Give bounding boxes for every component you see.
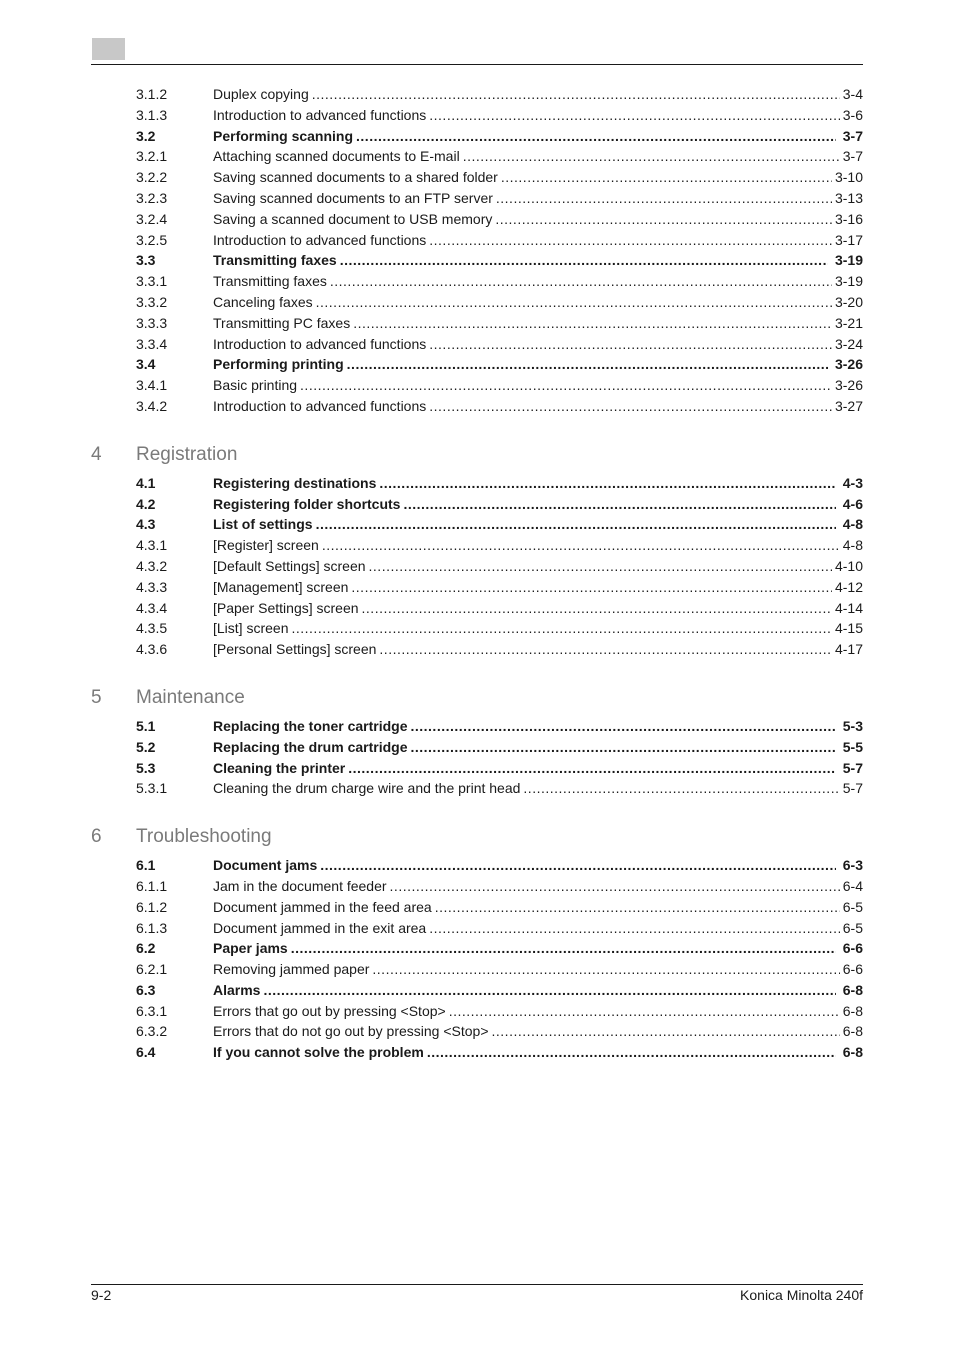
toc-subsection-entry[interactable] — [136, 84, 863, 105]
toc-chapter-heading[interactable] — [91, 686, 863, 710]
toc-entry-page: 3-6 — [842, 106, 863, 123]
toc-subsection-entry[interactable] — [136, 556, 863, 577]
toc-entry-title: Introduction to advanced functions — [213, 335, 427, 352]
toc-section-entry[interactable] — [136, 126, 863, 147]
toc-subsection-entry[interactable] — [136, 105, 863, 126]
header-tab-marker — [92, 38, 125, 60]
toc-entry-title: [Register] screen — [213, 537, 319, 554]
toc-subsection-entry[interactable] — [136, 918, 863, 939]
toc-entry-page: 3-21 — [834, 314, 863, 331]
toc-subsection-entry[interactable] — [136, 535, 863, 556]
toc-dot-leader — [435, 897, 840, 918]
toc-entry-title: Introduction to advanced functions — [213, 231, 427, 248]
toc-dot-leader — [410, 716, 835, 737]
toc-dot-leader — [369, 556, 832, 577]
toc-entry-number: 3.3.3 — [136, 314, 168, 331]
toc-entry-title: Cleaning the printer — [213, 759, 346, 776]
toc-section-entry[interactable] — [136, 758, 863, 779]
toc-entry-number: 5.2 — [136, 738, 156, 755]
toc-entry-number: 6.3.2 — [136, 1023, 168, 1040]
toc-entry-title: [Paper Settings] screen — [213, 599, 359, 616]
toc-entry-title: Registering destinations — [213, 474, 377, 491]
toc-entry-number: 3.2.2 — [136, 169, 168, 186]
toc-subsection-entry[interactable] — [136, 146, 863, 167]
toc-entry-page: 6-4 — [842, 877, 863, 894]
toc-entry-page: 3-19 — [834, 252, 863, 269]
toc-entry-title: Cleaning the drum charge wire and the print head — [213, 780, 521, 797]
toc-entry-title: Replacing the drum cartridge — [213, 738, 408, 755]
toc-chapter-heading[interactable] — [91, 443, 863, 467]
toc-entry-page: 3-27 — [834, 397, 863, 414]
toc-subsection-entry[interactable] — [136, 230, 863, 251]
toc-entry-title: Saving scanned documents to a shared folder — [213, 169, 498, 186]
toc-dot-leader — [362, 598, 832, 619]
toc-section-entry[interactable] — [136, 514, 863, 535]
toc-entry-page: 4-14 — [834, 599, 863, 616]
toc-entry-page: 5-7 — [842, 780, 863, 797]
toc-entry-page: 5-7 — [842, 759, 863, 776]
toc-subsection-entry[interactable] — [136, 334, 863, 355]
toc-entry-page: 3-16 — [834, 210, 863, 227]
toc-entry-title: [Personal Settings] screen — [213, 641, 377, 658]
toc-entry-page: 3-26 — [834, 356, 863, 373]
toc-entry-number: 3.3.4 — [136, 335, 168, 352]
toc-entry-number: 4.3 — [136, 516, 156, 533]
toc-dot-leader — [320, 855, 836, 876]
toc-entry-number: 3.2.1 — [136, 148, 168, 165]
toc-entry-page: 6-6 — [842, 961, 863, 978]
toc-entry-number: 6.1.2 — [136, 898, 168, 915]
toc-entry-number: 3.2 — [136, 127, 156, 144]
toc-dot-leader — [523, 778, 839, 799]
toc-entry-page: 3-20 — [834, 293, 863, 310]
toc-entry-page: 6-8 — [842, 981, 863, 998]
chapter-number: 6 — [91, 826, 102, 848]
chapter-title: Registration — [136, 443, 238, 465]
chapter-title: Troubleshooting — [136, 826, 272, 848]
toc-dot-leader — [356, 126, 836, 147]
toc-entry-number: 4.1 — [136, 474, 156, 491]
toc-section-entry[interactable] — [136, 473, 863, 494]
toc-entry-title: Attaching scanned documents to E-mail — [213, 148, 460, 165]
toc-entry-number: 3.2.5 — [136, 231, 168, 248]
toc-entry-number: 5.3 — [136, 759, 156, 776]
toc-entry-number: 3.4.2 — [136, 397, 168, 414]
toc-entry-page: 4-12 — [834, 578, 863, 595]
toc-entry-page: 6-8 — [842, 1002, 863, 1019]
toc-entry-title: Registering folder shortcuts — [213, 495, 401, 512]
toc-entry-page: 4-15 — [834, 620, 863, 637]
toc-dot-leader — [322, 535, 840, 556]
toc-entry-number: 4.2 — [136, 495, 156, 512]
toc-dot-leader — [429, 918, 840, 939]
toc-entry-title: Errors that do not go out by pressing <Stop> — [213, 1023, 489, 1040]
toc-entry-page: 3-24 — [834, 335, 863, 352]
toc-entry-number: 4.3.2 — [136, 557, 168, 574]
toc-entry-number: 3.2.4 — [136, 210, 168, 227]
toc-entry-number: 6.1 — [136, 857, 156, 874]
toc-entry-title: Transmitting PC faxes — [213, 314, 351, 331]
toc-subsection-entry[interactable] — [136, 876, 863, 897]
toc-subsection-entry[interactable] — [136, 313, 863, 334]
toc-section-entry[interactable] — [136, 1042, 863, 1063]
toc-subsection-entry[interactable] — [136, 1021, 863, 1042]
toc-entry-title: List of settings — [213, 516, 313, 533]
header-rule — [91, 64, 863, 65]
toc-dot-leader — [501, 167, 832, 188]
toc-entry-number: 4.3.4 — [136, 599, 168, 616]
toc-subsection-entry[interactable] — [136, 639, 863, 660]
toc-entry-number: 3.4.1 — [136, 377, 168, 394]
toc-entry-number: 3.1.2 — [136, 86, 168, 102]
toc-entry-page: 6-6 — [842, 940, 863, 957]
toc-dot-leader — [291, 938, 836, 959]
toc-entry-title: Paper jams — [213, 940, 288, 957]
footer-product-name: Konica Minolta 240f — [740, 1287, 863, 1303]
footer-rule — [91, 1284, 863, 1285]
toc-entry-page: 6-5 — [842, 898, 863, 915]
toc-dot-leader — [427, 1042, 836, 1063]
toc-entry-number: 3.3.2 — [136, 293, 168, 310]
toc-subsection-entry[interactable] — [136, 375, 863, 396]
toc-entry-page: 3-19 — [834, 273, 863, 290]
toc-subsection-entry[interactable] — [136, 577, 863, 598]
toc-dot-leader — [496, 188, 832, 209]
toc-entry-number: 6.1.1 — [136, 877, 168, 894]
toc-section-entry[interactable] — [136, 716, 863, 737]
toc-entry-page: 6-3 — [842, 857, 863, 874]
toc-dot-leader — [379, 639, 832, 660]
toc-entry-page: 3-17 — [834, 231, 863, 248]
toc-entry-title: Transmitting faxes — [213, 273, 327, 290]
toc-entry-title: Errors that go out by pressing <Stop> — [213, 1002, 446, 1019]
toc-entry-title: Saving scanned documents to an FTP server — [213, 189, 493, 206]
toc-subsection-entry[interactable] — [136, 396, 863, 417]
toc-entry-title: Performing scanning — [213, 127, 354, 144]
toc-dot-leader — [429, 396, 832, 417]
toc-dot-leader — [495, 209, 832, 230]
toc-entry-page: 3-4 — [842, 86, 863, 102]
toc-entry-title: Duplex copying — [213, 86, 309, 102]
toc-entry-title: Saving a scanned document to USB memory — [213, 210, 493, 227]
toc-entry-page: 5-5 — [842, 738, 863, 755]
toc-chapter-heading[interactable] — [91, 825, 863, 849]
toc-entry-number: 4.3.6 — [136, 641, 168, 658]
toc-entry-number: 6.1.3 — [136, 919, 168, 936]
toc-entry-number: 4.3.1 — [136, 537, 168, 554]
toc-entry-title: Document jammed in the exit area — [213, 919, 427, 936]
toc-subsection-entry[interactable] — [136, 598, 863, 619]
toc-entry-number: 6.3.1 — [136, 1002, 168, 1019]
toc-entry-page: 6-8 — [842, 1044, 863, 1061]
toc-entry-page: 4-17 — [834, 641, 863, 658]
toc-section-entry[interactable] — [136, 250, 863, 271]
toc-dot-leader — [463, 146, 840, 167]
toc-entry-number: 4.3.3 — [136, 578, 168, 595]
toc-entry-number: 3.4 — [136, 356, 156, 373]
toc-section-entry[interactable] — [136, 980, 863, 1001]
toc-entry-title: Removing jammed paper — [213, 961, 370, 978]
toc-entry-page: 3-13 — [834, 189, 863, 206]
toc-entry-title: If you cannot solve the problem — [213, 1044, 424, 1061]
toc-entry-title: Introduction to advanced functions — [213, 397, 427, 414]
toc-entry-page: 3-7 — [842, 127, 863, 144]
toc-entry-title: [Management] screen — [213, 578, 349, 595]
toc-subsection-entry[interactable] — [136, 292, 863, 313]
toc-dot-leader — [316, 514, 836, 535]
toc-dot-leader — [316, 292, 832, 313]
toc-entry-number: 3.1.3 — [136, 106, 168, 123]
toc-entry-page: 4-6 — [842, 495, 863, 512]
toc-dot-leader — [340, 250, 828, 271]
toc-section-entry[interactable] — [136, 354, 863, 375]
toc-entry-title: Replacing the toner cartridge — [213, 717, 408, 734]
toc-dot-leader — [312, 84, 840, 105]
toc-dot-leader — [429, 334, 832, 355]
toc-subsection-entry[interactable] — [136, 1001, 863, 1022]
toc-entry-title: Canceling faxes — [213, 293, 313, 310]
toc-section-entry[interactable] — [136, 737, 863, 758]
toc-entry-title: Document jams — [213, 857, 318, 874]
toc-entry-page: 4-3 — [842, 474, 863, 491]
toc-entry-title: Alarms — [213, 981, 261, 998]
toc-dot-leader — [300, 375, 832, 396]
footer-page-number: 9-2 — [91, 1287, 112, 1303]
toc-entry-number: 3.3.1 — [136, 273, 168, 290]
toc-subsection-entry[interactable] — [136, 778, 863, 799]
toc-entry-number: 5.3.1 — [136, 780, 168, 797]
toc-entry-page: 6-8 — [842, 1023, 863, 1040]
toc-dot-leader — [291, 618, 831, 639]
toc-section-entry[interactable] — [136, 855, 863, 876]
toc-dot-leader — [353, 313, 832, 334]
toc-subsection-entry[interactable] — [136, 271, 863, 292]
toc-dot-leader — [410, 737, 835, 758]
toc-entry-number: 6.4 — [136, 1044, 156, 1061]
toc-entry-page: 5-3 — [842, 717, 863, 734]
toc-dot-leader — [449, 1001, 840, 1022]
toc-entry-title: Jam in the document feeder — [213, 877, 387, 894]
toc-entry-title: [Default Settings] screen — [213, 557, 366, 574]
toc-subsection-entry[interactable] — [136, 209, 863, 230]
toc-entry-title: Performing printing — [213, 356, 344, 373]
chapter-number: 4 — [91, 443, 102, 465]
toc-entry-number: 6.2.1 — [136, 961, 168, 978]
toc-subsection-entry[interactable] — [136, 167, 863, 188]
toc-dot-leader — [351, 577, 832, 598]
toc-entry-number: 3.3 — [136, 252, 156, 269]
toc-section-entry[interactable] — [136, 494, 863, 515]
toc-entry-number: 5.1 — [136, 717, 156, 734]
toc-entry-title: Introduction to advanced functions — [213, 106, 427, 123]
toc-entry-title: [List] screen — [213, 620, 289, 637]
toc-section-entry[interactable] — [136, 938, 863, 959]
toc-entry-title: Document jammed in the feed area — [213, 898, 432, 915]
toc-entry-number: 4.3.5 — [136, 620, 168, 637]
chapter-number: 5 — [91, 686, 102, 708]
toc-dot-leader — [372, 959, 839, 980]
toc-entry-page: 3-7 — [842, 148, 863, 165]
toc-subsection-entry[interactable] — [136, 959, 863, 980]
toc-entry-number: 6.3 — [136, 981, 156, 998]
toc-entry-title: Basic printing — [213, 377, 298, 394]
toc-dot-leader — [379, 473, 835, 494]
toc-entry-page: 4-8 — [842, 516, 863, 533]
toc-dot-leader — [348, 758, 836, 779]
table-of-contents — [91, 84, 863, 1063]
chapter-title: Maintenance — [136, 686, 245, 708]
toc-entry-number: 6.2 — [136, 940, 156, 957]
toc-entry-page: 6-5 — [842, 919, 863, 936]
toc-dot-leader — [492, 1021, 840, 1042]
toc-dot-leader — [390, 876, 840, 897]
toc-dot-leader — [263, 980, 835, 1001]
toc-dot-leader — [429, 105, 840, 126]
toc-entry-page: 3-10 — [834, 169, 863, 186]
toc-dot-leader — [347, 354, 828, 375]
toc-entry-title: Transmitting faxes — [213, 252, 337, 269]
toc-subsection-entry[interactable] — [136, 188, 863, 209]
toc-dot-leader — [429, 230, 832, 251]
toc-entry-page: 3-26 — [834, 377, 863, 394]
toc-entry-page: 4-8 — [842, 537, 863, 554]
toc-subsection-entry[interactable] — [136, 618, 863, 639]
toc-entry-number: 3.2.3 — [136, 189, 168, 206]
toc-subsection-entry[interactable] — [136, 897, 863, 918]
toc-entry-page: 4-10 — [834, 557, 863, 574]
toc-dot-leader — [330, 271, 832, 292]
toc-dot-leader — [403, 494, 835, 515]
